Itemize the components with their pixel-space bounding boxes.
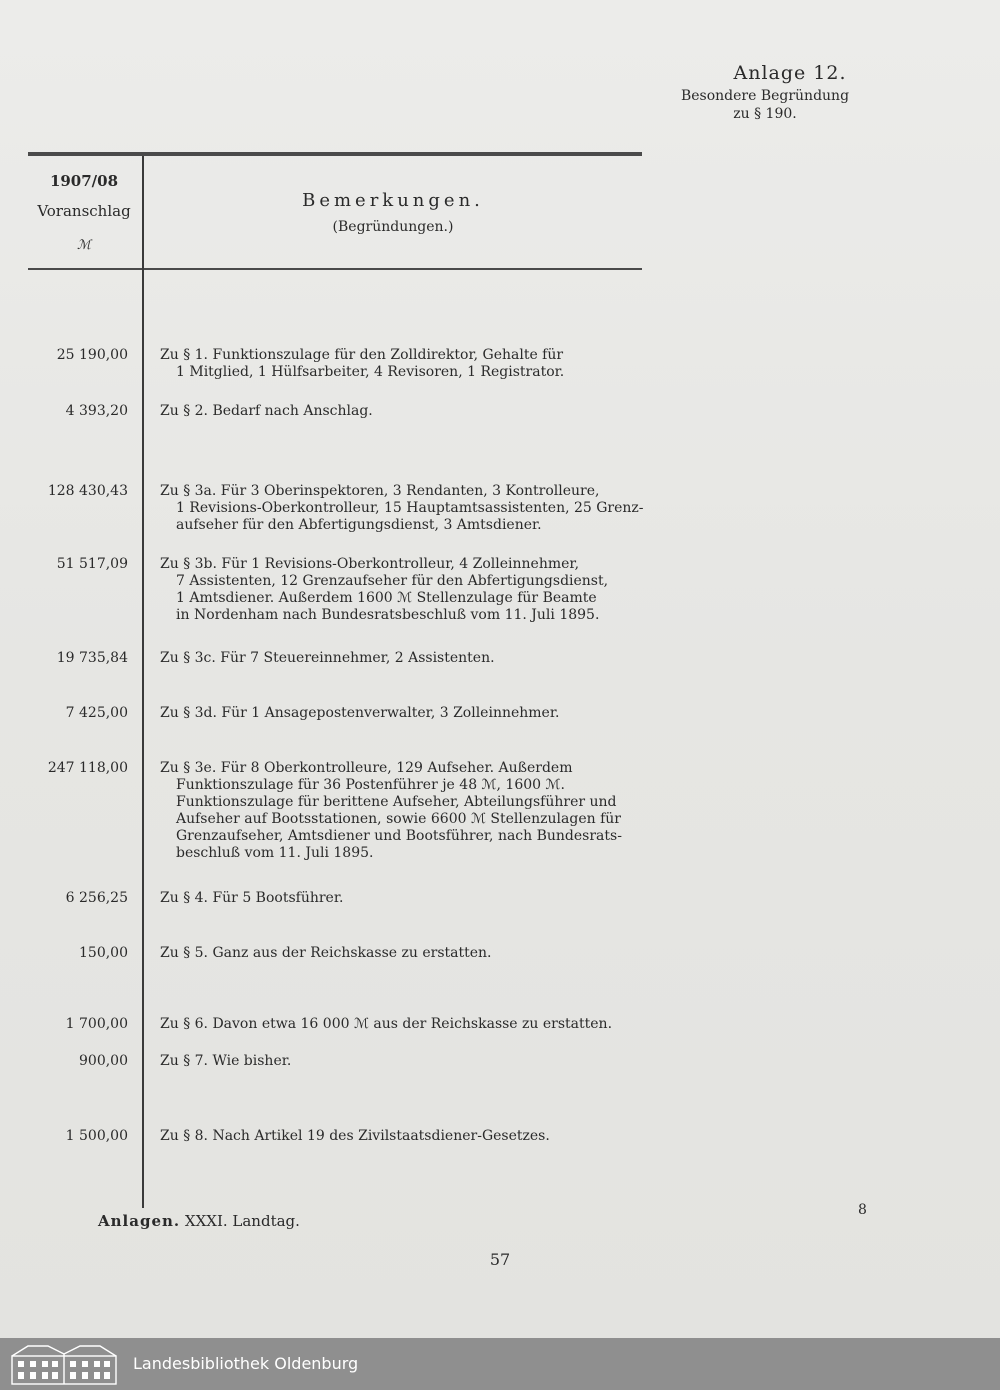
row-remark <box>160 403 648 420</box>
bemerkungen-label: Bemerkungen. <box>302 190 484 211</box>
row-amount: 1 700,00 <box>65 1016 128 1032</box>
row-amount: 247 118,00 <box>47 760 128 776</box>
row-amount: 6 256,25 <box>65 890 128 906</box>
column-divider <box>142 156 144 1208</box>
remark-line: 1 Amtsdiener. Außerdem 1600 ℳ Stellenzulage für Beamte <box>176 590 597 606</box>
remark-line: Zu § 3d. Für 1 Ansagepostenverwalter, 3 Zolleinnehmer. <box>160 705 560 721</box>
footer-landtag: XXXI. Landtag. <box>184 1212 300 1230</box>
row-remark <box>160 556 648 624</box>
library-bar <box>0 1338 1000 1390</box>
table-top-rule <box>28 152 642 156</box>
remark-line: Zu § 5. Ganz aus der Reichskasse zu erstatten. <box>160 945 492 961</box>
remarks-column-header <box>144 190 642 235</box>
appendix-title: Anlage 12. <box>733 62 847 84</box>
row-amount: 19 735,84 <box>56 650 128 666</box>
remark-line: Funktionszulage für berittene Aufseher, Abteilungsführer und <box>176 794 617 810</box>
row-remark <box>160 1016 648 1033</box>
row-amount: 150,00 <box>79 945 128 961</box>
row-remark <box>160 1053 648 1070</box>
row-remark <box>160 760 648 862</box>
remark-line: Zu § 3b. Für 1 Revisions-Oberkontrolleur, 4 Zolleinnehmer, <box>160 556 580 572</box>
row-remark <box>160 1128 648 1145</box>
row-amount: 1 500,00 <box>65 1128 128 1144</box>
footer-source <box>98 1212 300 1230</box>
remark-line: Zu § 8. Nach Artikel 19 des Zivilstaatsdiener-Gesetzes. <box>160 1128 550 1144</box>
remark-line: Zu § 3a. Für 3 Oberinspektoren, 3 Rendanten, 3 Kontrolleure, <box>160 483 600 499</box>
remark-line: Zu § 2. Bedarf nach Anschlag. <box>160 403 373 419</box>
year-label: 1907/08 <box>49 172 119 190</box>
appendix-subtitle: Besondere Begründung <box>680 88 850 104</box>
remark-line: Zu § 3c. Für 7 Steuereinnehmer, 2 Assistenten. <box>160 650 495 666</box>
row-amount: 25 190,00 <box>56 347 128 363</box>
remark-line: 1 Mitglied, 1 Hülfsarbeiter, 4 Revisoren, 1 Registrator. <box>176 364 565 380</box>
row-remark <box>160 705 648 722</box>
amount-column-header <box>28 172 140 253</box>
remark-line: Zu § 4. Für 5 Bootsführer. <box>160 890 344 906</box>
remark-line: aufseher für den Abfertigungsdienst, 3 Amtsdiener. <box>176 517 542 533</box>
page-number: 57 <box>489 1250 511 1269</box>
row-amount: 4 393,20 <box>65 403 128 419</box>
row-remark <box>160 650 648 667</box>
row-remark <box>160 890 648 907</box>
voranschlag-label: Voranschlag <box>37 202 131 220</box>
remark-line: Zu § 1. Funktionszulage für den Zolldirektor, Gehalte für <box>160 347 564 363</box>
remark-line: Aufseher auf Bootsstationen, sowie 6600 ℳ Stellenzulagen für <box>176 811 621 827</box>
remark-line: Grenzaufseher, Amtsdiener und Bootsführer, nach Bundesrats- <box>176 828 622 844</box>
currency-label: ℳ <box>77 238 91 253</box>
remark-line: in Nordenham nach Bundesratsbeschluß vom 11. Juli 1895. <box>176 607 600 623</box>
row-amount: 51 517,09 <box>56 556 128 572</box>
remark-line: Zu § 6. Davon etwa 16 000 ℳ aus der Reichskasse zu erstatten. <box>160 1016 613 1032</box>
remark-line: 1 Revisions-Oberkontrolleur, 15 Hauptamtsassistenten, 25 Grenz- <box>176 500 644 516</box>
remark-line: 7 Assistenten, 12 Grenzaufseher für den Abfertigungsdienst, <box>176 573 609 589</box>
remark-line: Zu § 3e. Für 8 Oberkontrolleure, 129 Aufseher. Außerdem <box>160 760 573 776</box>
row-remark <box>160 945 648 962</box>
row-remark <box>160 347 648 381</box>
table-header-rule <box>28 268 642 270</box>
footer-anlagen: Anlagen. <box>98 1212 181 1230</box>
row-remark <box>160 483 648 534</box>
library-building-icon <box>8 1342 120 1386</box>
begruendungen-label: (Begründungen.) <box>332 219 454 235</box>
remark-line: Funktionszulage für 36 Postenführer je 48 ℳ, 1600 ℳ. <box>176 777 565 793</box>
library-name: Landesbibliothek Oldenburg <box>133 1354 359 1373</box>
row-amount: 900,00 <box>79 1053 128 1069</box>
row-amount: 7 425,00 <box>65 705 128 721</box>
appendix-heading <box>665 62 865 122</box>
row-amount: 128 430,43 <box>47 483 128 499</box>
sheet-number: 8 <box>858 1202 867 1218</box>
appendix-reference: zu § 190. <box>733 106 797 122</box>
remark-line: Zu § 7. Wie bisher. <box>160 1053 292 1069</box>
remark-line: beschluß vom 11. Juli 1895. <box>176 845 374 861</box>
